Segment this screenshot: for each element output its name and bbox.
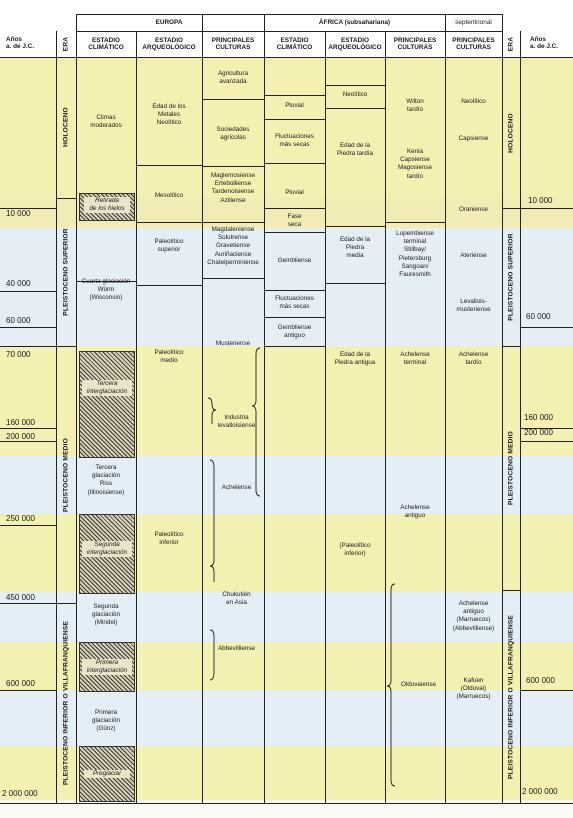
year-left-200000: 200 000 xyxy=(6,432,35,441)
year-left-60000: 60 000 xyxy=(6,316,31,325)
eu-cult-chukutien: Chukutién en Asia xyxy=(222,591,251,607)
header-era-left: ERA xyxy=(62,36,70,52)
eu-clima-tercera-glac: Tercera glaciación Riss (Illinoisiense) xyxy=(87,464,125,496)
era-left-inferior: PLEISTOCENO INFERIOR O VILLAFRANQUIENSE xyxy=(62,620,70,786)
header-eu-climatico: ESTADIO CLIMÁTICO xyxy=(88,37,124,52)
header-era-right: ERA xyxy=(507,36,515,52)
sep-cult-neolitico: Neolítico xyxy=(461,98,486,105)
year-right-160000: 160 000 xyxy=(524,413,553,422)
af-cult-lupembiense: Lupembiense terminal Stillbay/ Pietersburg Sangoan/ Fauresmith xyxy=(396,230,434,279)
sep-cult-levallois: Levallois- musteriense xyxy=(456,298,491,314)
header-group-europa: EUROPA xyxy=(155,19,183,26)
eu-cult-industria: Industria levalloisiense xyxy=(217,414,256,430)
era-left-superior: PLEISTOCENO SUPERIOR xyxy=(62,228,70,316)
culture-brackets xyxy=(200,340,270,690)
eu-clima-primera-inter: Primera interglaciación xyxy=(82,659,132,675)
header-group-africa: ÁFRICA (subsahariana) xyxy=(318,19,391,26)
eu-arq-mesolitico: Mesolítico xyxy=(154,192,184,199)
af-cult-wilton: Wilton tardío xyxy=(406,98,424,114)
eu-clima-segunda-glac: Segunda glaciación (Mindel) xyxy=(91,603,120,627)
year-left-40000: 40 000 xyxy=(6,279,31,288)
year-right-10000: 10 000 xyxy=(528,196,553,205)
af-clima-fluctuaciones-2: Fluctuaciones más secas xyxy=(275,295,314,311)
eu-arq-neolitico: Edad de los Metales Neolítico xyxy=(152,103,186,127)
era-right-inferior: PLEISTOCENO INFERIOR O VILLAFRANQUIENSE xyxy=(507,614,515,780)
eu-clima-tercera-inter: Tercera interglaciación xyxy=(82,380,132,396)
header-years-right: Años a. de J.C. xyxy=(530,36,559,51)
header-group-septentrional: septentrional xyxy=(455,19,492,26)
header-eu-arqueologico: ESTADIO ARQUEOLÓGICO xyxy=(142,37,196,52)
af-clima-pluvial-2: Pluvial xyxy=(285,189,304,196)
sep-cult-oraniense: Oraniense xyxy=(458,206,489,213)
year-left-450000: 450 000 xyxy=(6,593,35,602)
eu-arq-pal-superior: Paleolítico superior xyxy=(154,238,184,254)
eu-cult-abbevilliense: Abbevilliense xyxy=(217,645,256,652)
eu-clima-retirada: Retirada de los hielos xyxy=(84,197,130,213)
sep-cult-achelense-antiguo: Achelense antiguo (Marruecos) (Abbevilliense) xyxy=(452,600,495,632)
af-arq-piedra-tardia: Edad de la Piedra tardía xyxy=(336,142,374,158)
af-arq-pal-inferior: (Paleolítico inferior) xyxy=(339,542,371,558)
af-cult-olduvaiense: Olduvaiense xyxy=(400,681,436,688)
hatch-tercera-inter xyxy=(79,351,135,458)
header-af-culturas: PRINCIPALES CULTURAS xyxy=(393,37,437,52)
eu-arq-pal-inferior: Paleolítico inferior xyxy=(154,531,184,547)
sep-cult-capsiense: Capsiense xyxy=(458,135,489,142)
header-eu-culturas: PRINCIPALES CULTURAS xyxy=(211,37,255,52)
eu-arq-pal-medio: Paleolítico medio xyxy=(154,349,184,365)
af-clima-pluvial-1: Pluvial xyxy=(285,102,304,109)
year-left-2000000: 2 000 000 xyxy=(2,789,38,798)
eu-clima-preglaciar: Preglaciar xyxy=(84,770,130,778)
af-arq-piedra-media: Edad de la Piedra media xyxy=(339,236,371,260)
year-right-200000: 200 000 xyxy=(524,428,553,437)
eu-clima-climas: Climas moderados xyxy=(90,114,122,130)
af-arq-piedra-antigua: Edad de la Piedra antigua xyxy=(334,351,376,367)
eu-cult-sociedades: Sociedades agrícolas xyxy=(216,126,250,142)
olduvaiense-bracket xyxy=(385,580,399,790)
year-left-70000: 70 000 xyxy=(6,350,31,359)
af-clima-fase-seca: Fase seca xyxy=(287,213,302,229)
year-left-10000: 10 000 xyxy=(6,209,31,218)
year-left-250000: 250 000 xyxy=(6,514,35,523)
eu-cult-magdaleniense: Magdaleniense Solutrense Gravetiense Auriñaciense Chatelperroniense xyxy=(207,226,259,266)
af-clima-gembliense-antiguo: Gembliense antiguo xyxy=(277,324,312,340)
era-left-holoceno: HOLOCENO xyxy=(62,107,70,147)
year-left-600000: 600 000 xyxy=(6,679,35,688)
af-cult-kenia: Kenia Capsiense Magosiense tardío xyxy=(398,148,432,180)
eu-clima-primera-glac: Primera glaciación (Günz) xyxy=(91,709,120,733)
era-right-superior: PLEISTOCENO SUPERIOR xyxy=(507,233,515,321)
af-arq-neolitico: Neolítico xyxy=(342,91,368,98)
year-left-160000: 160 000 xyxy=(6,418,35,427)
eu-cult-musteriense: Musteriense xyxy=(215,340,251,347)
eu-cult-maglemosiense: Maglemosiense Ertebolliense Tardenoisiense Aziliense xyxy=(210,172,256,204)
header-sep-culturas: PRINCIPALES CULTURAS xyxy=(452,37,495,52)
era-left-medio: PLEISTOCENO MEDIO xyxy=(62,438,70,512)
header-years-left: Años a. de J.C. xyxy=(6,36,35,51)
year-right-60000: 60 000 xyxy=(526,312,551,321)
year-right-2000000: 2 000 000 xyxy=(522,787,558,796)
header-af-arqueologico: ESTADIO ARQUEOLÓGICO xyxy=(328,37,382,52)
eu-clima-segunda-inter: Segunda interglaciación xyxy=(82,541,132,557)
year-right-600000: 600 000 xyxy=(526,676,555,685)
eu-cult-achelense: Achelense xyxy=(221,484,252,491)
af-clima-gembliense: Gembliense xyxy=(277,257,312,264)
era-right-holoceno: HOLOCENO xyxy=(507,113,515,153)
eu-clima-cuarta: Cuarta glaciación Würm (Wisconsin) xyxy=(81,278,131,302)
sep-cult-achelense-tardio: Achelense tardío xyxy=(458,351,489,367)
era-right-medio: PLEISTOCENO MEDIO xyxy=(507,431,515,505)
af-clima-fluctuaciones-1: Fluctuaciones más secas xyxy=(275,133,314,149)
sep-cult-kafuen: Kafuen (Olduvai) (Marruecos) xyxy=(456,677,491,701)
af-cult-achelense-terminal: Achelense terminal xyxy=(400,351,430,367)
sep-cult-ateriense: Ateriense xyxy=(460,252,487,259)
af-cult-achelense-antiguo: Achelense antiguo xyxy=(400,504,430,520)
header-af-climatico: ESTADIO CLIMÁTICO xyxy=(276,37,313,52)
eu-cult-agricultura: Agricultura avanzada xyxy=(217,70,249,86)
